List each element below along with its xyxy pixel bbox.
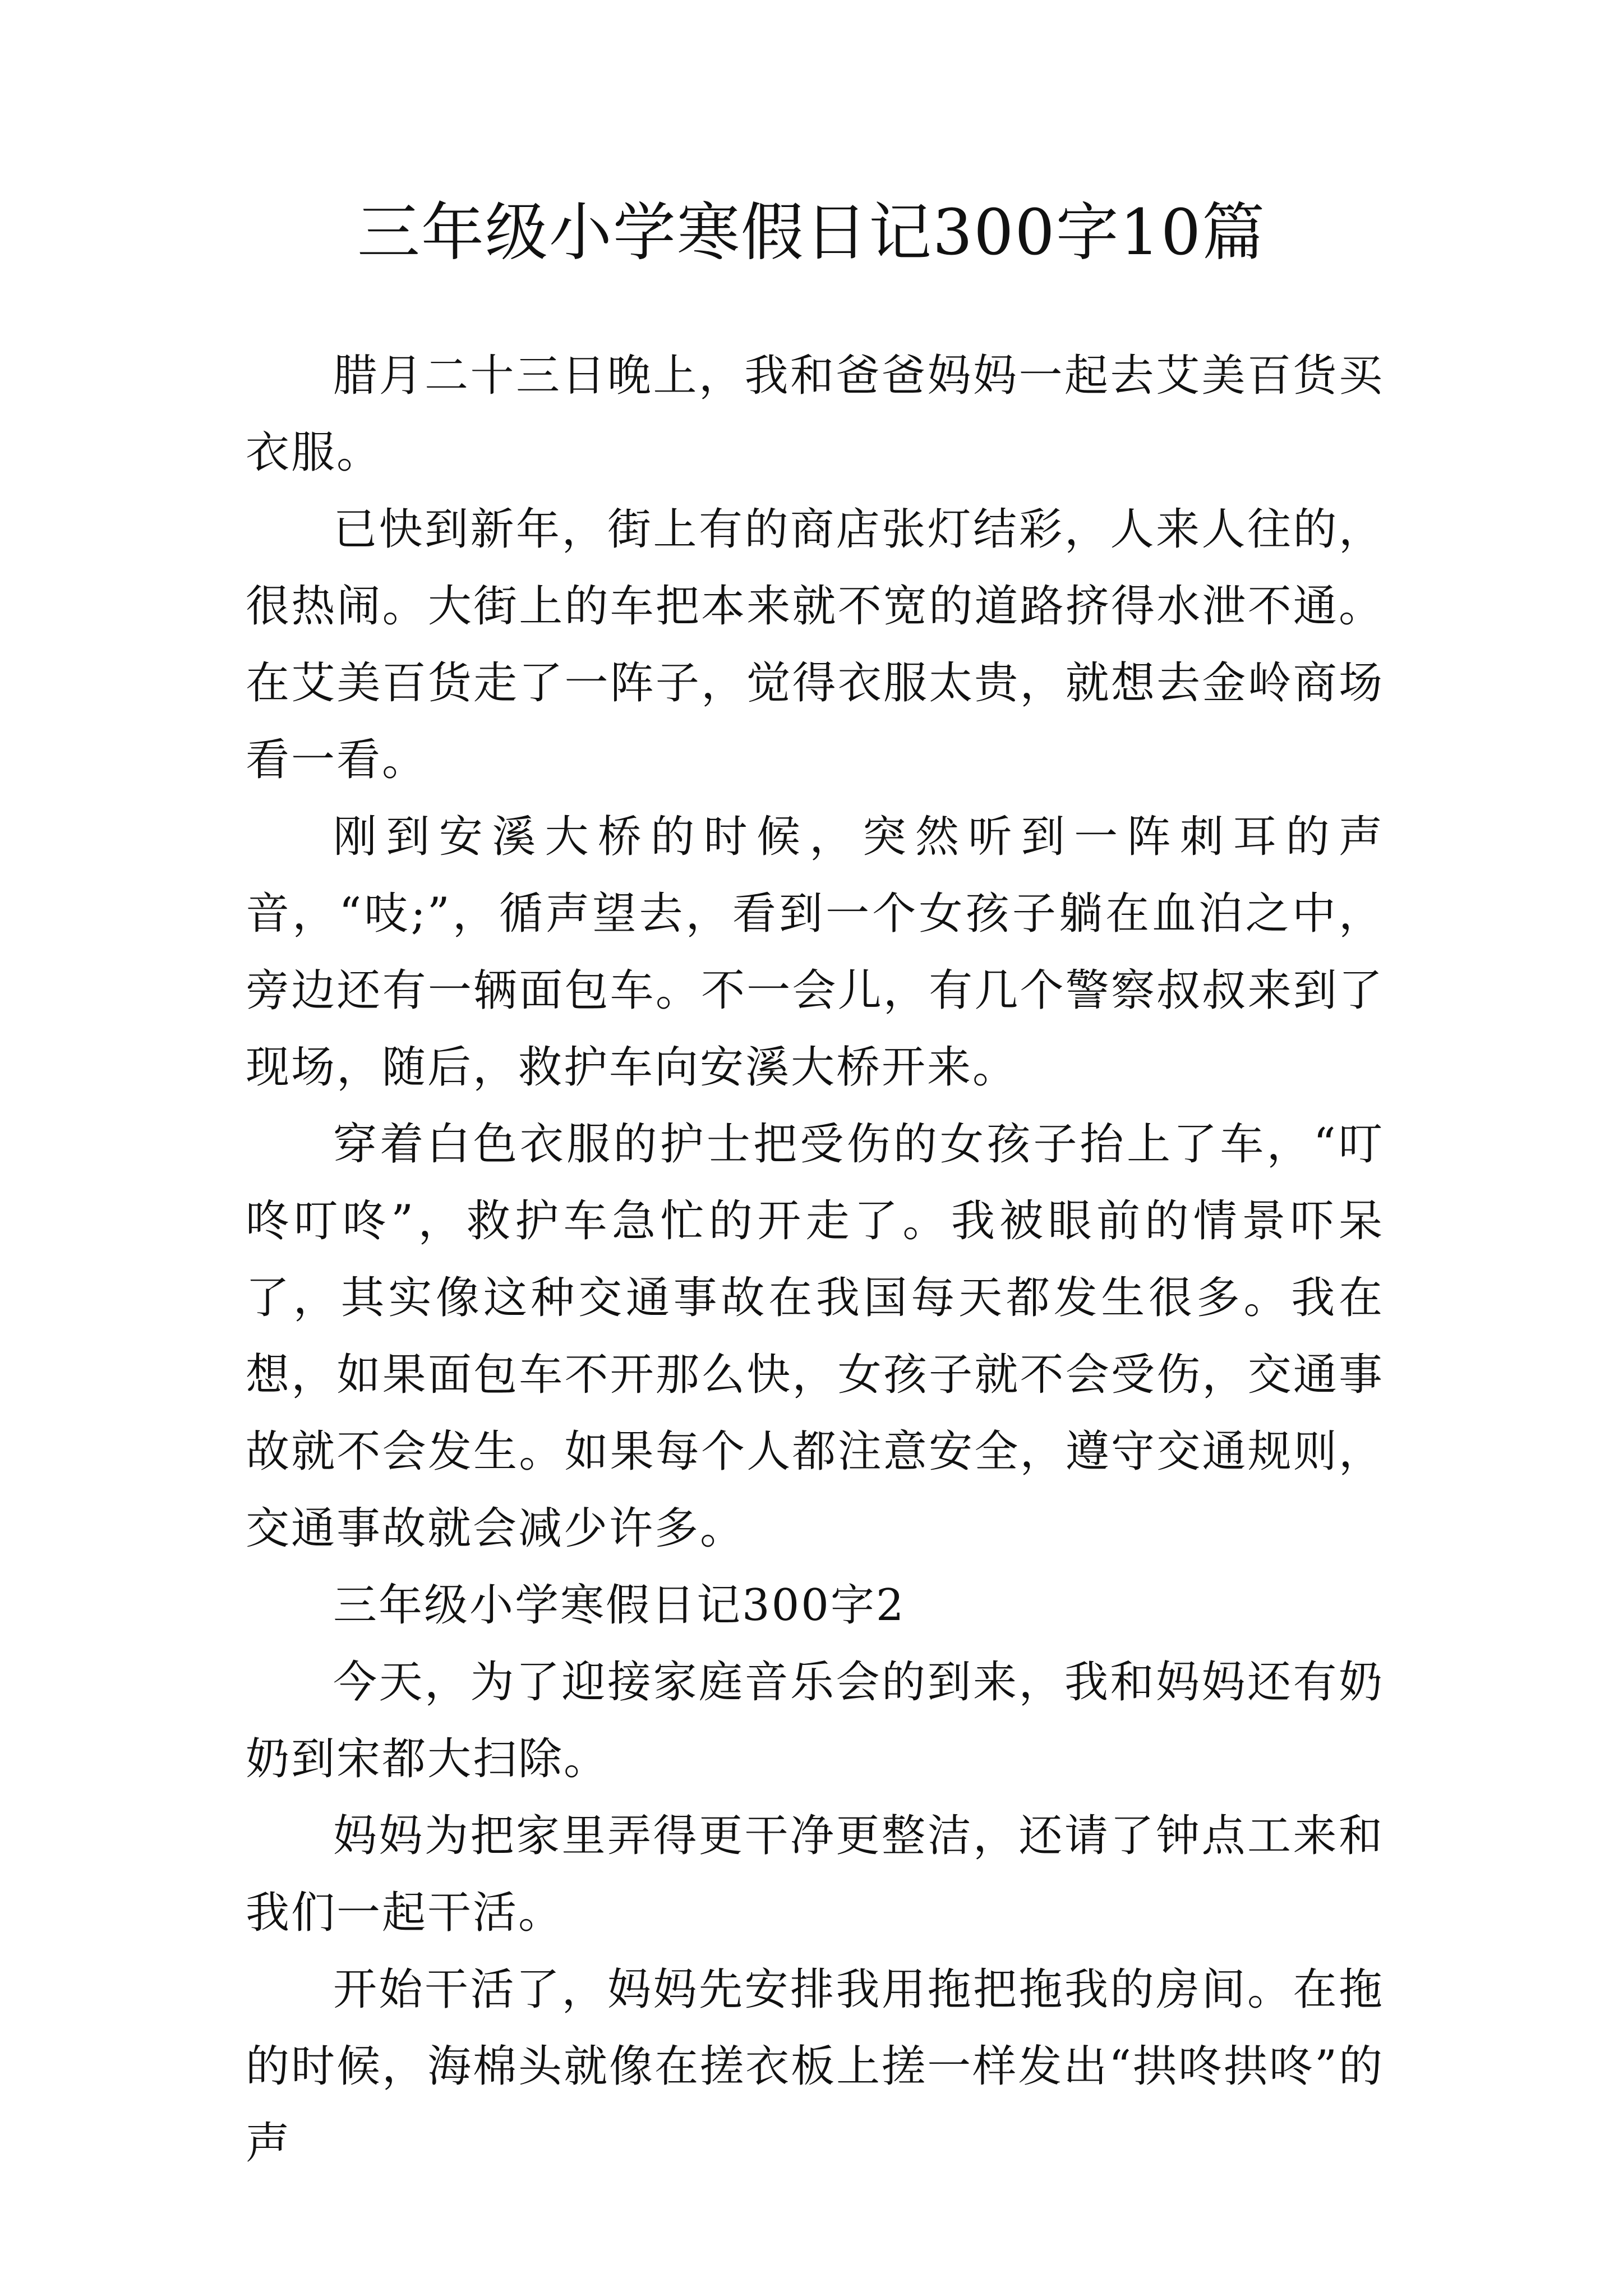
- paragraph-1: 腊月二十三日晚上，我和爸爸妈妈一起去艾美百货买衣服。: [246, 351, 1384, 478]
- paragraph-2: 已快到新年，街上有的商店张灯结彩，人来人往的，很热闹。大街上的车把本来就不宽的道路挤得水泄不通。在艾美百货走了一阵子，觉得衣服太贵，就想去金岭商场看一看。: [246, 504, 1384, 785]
- document-body: [246, 338, 1384, 2182]
- paragraph-6: 妈妈为把家里弄得更干净更整洁，还请了钟点工来和我们一起干活。: [246, 1811, 1384, 1938]
- paragraph-7: 开始干活了，妈妈先安排我用拖把拖我的房间。在拖的时候，海棉头就像在搓衣板上搓一样发出“拱咚拱咚”的声: [246, 1964, 1384, 2169]
- paragraph-3: 刚到安溪大桥的时候，突然听到一阵刺耳的声音，“吱;”，循声望去，看到一个女孩子躺在血泊之中，旁边还有一辆面包车。不一会儿，有几个警察叔叔来到了现场，随后，救护车向安溪大桥开来。: [246, 812, 1384, 1093]
- paragraph-5: 今天，为了迎接家庭音乐会的到来，我和妈妈还有奶奶到宋都大扫除。: [246, 1657, 1384, 1784]
- document-title: 三年级小学寒假日记300字10篇: [357, 196, 1266, 269]
- section-heading-2: 三年级小学寒假日记300字2: [333, 1580, 906, 1631]
- paragraph-4: 穿着白色衣服的护士把受伤的女孩子抬上了车，“叮咚叮咚”，救护车急忙的开走了。我被眼前的情景吓呆了，其实像这种交通事故在我国每天都发生很多。我在想，如果面包车不开那么快，女孩子就不会受伤，交通事故就不会发生。如果每个人都注意安全，遵守交通规则，交通事故就会减少许多。: [246, 1119, 1384, 1554]
